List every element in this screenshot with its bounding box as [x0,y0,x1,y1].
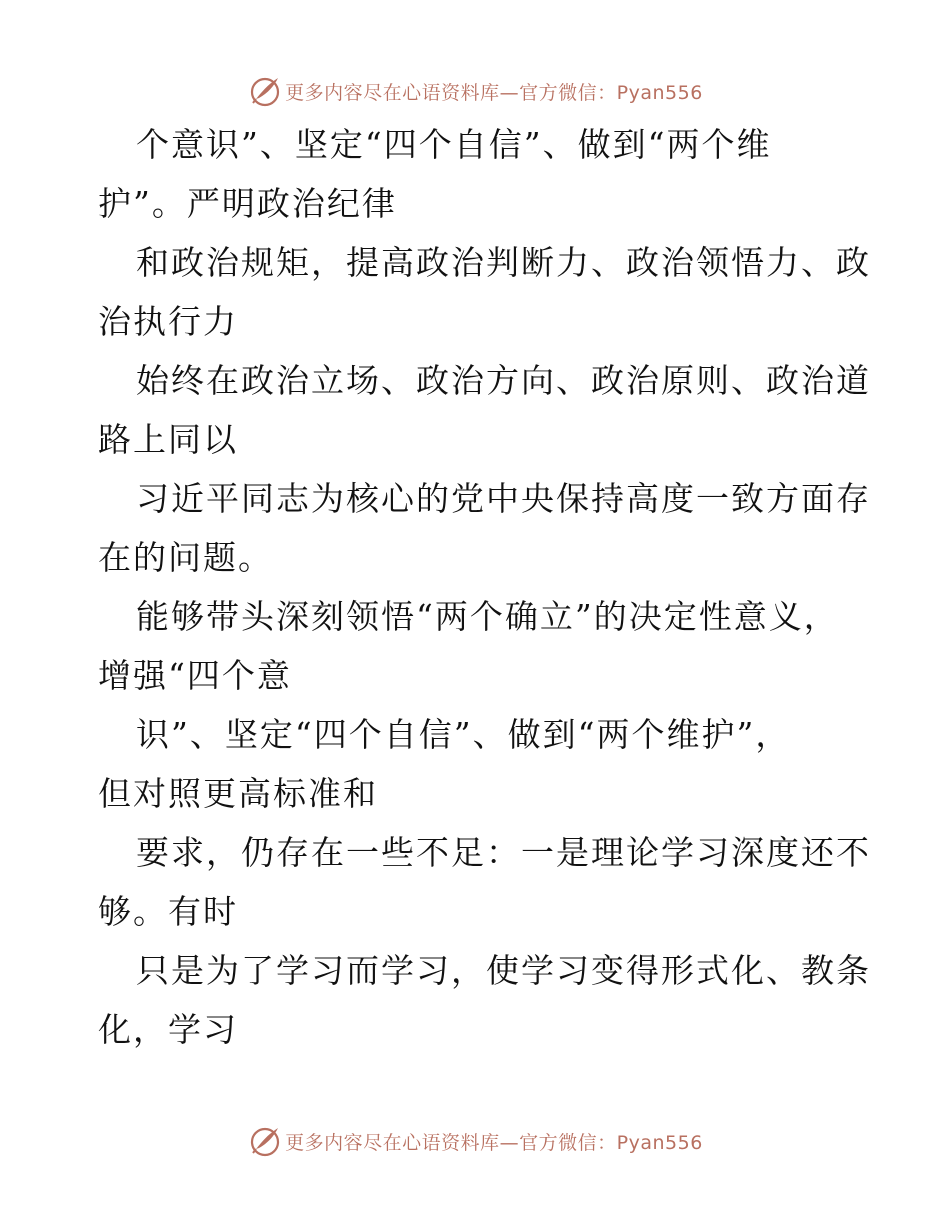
text-line: 在的问题。 [98,538,273,577]
text-line: 路上同以 [98,420,238,459]
text-line: 和政治规矩，提高政治判断力、政治领悟力、政 [136,243,871,282]
watermark-text: 更多内容尽在心语资料库—官方微信：Pyan556 [285,81,703,104]
feather-pen-circle-icon [247,1123,283,1159]
text-line: 识”、坚定“四个自信”、做到“两个维护”， [136,715,791,754]
text-line: 但对照更高标准和 [98,774,378,813]
text-line: 护”。严明政治纪律 [98,184,397,223]
text-line: 个意识”、坚定“四个自信”、做到“两个维 [136,125,772,164]
text-line: 治执行力 [98,302,238,341]
text-line: 要求，仍存在一些不足：一是理论学习深度还不 [136,833,871,872]
header-watermark [0,71,950,111]
footer-watermark [0,1121,950,1161]
feather-pen-circle-icon [247,73,283,109]
text-line: 只是为了学习而学习，使学习变得形式化、教条 [136,951,871,990]
text-line: 化，学习 [98,1010,238,1049]
watermark-text: 更多内容尽在心语资料库—官方微信：Pyan556 [285,1131,703,1154]
document-body [98,115,871,1059]
text-line: 够。有时 [98,892,238,931]
text-line: 增强“四个意 [98,656,292,695]
text-line: 习近平同志为核心的党中央保持高度一致方面存 [136,479,871,518]
text-line: 能够带头深刻领悟“两个确立”的决定性意义， [136,597,839,636]
text-line: 始终在政治立场、政治方向、政治原则、政治道 [136,361,871,400]
